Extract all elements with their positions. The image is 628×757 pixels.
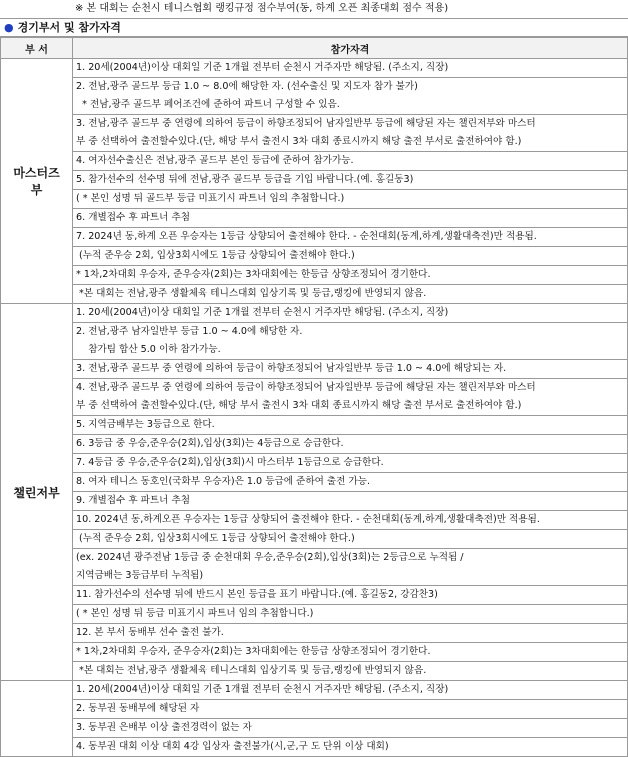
table-row <box>1 549 628 586</box>
qualification-item <box>73 416 628 435</box>
qualification-item <box>73 228 628 247</box>
qualification-line: 11. 참가선수의 선수명 뒤에 반드시 본인 등급을 표기 바랍니다.(예. 홍길동2, 강감찬3) <box>76 589 438 600</box>
qualification-item <box>73 360 628 379</box>
qualification-line: * 1차,2차대회 우승자, 준우승자(2회)는 3차대회에는 한등급 상향조정되어 경기한다. <box>76 269 431 280</box>
qualification-line: 4. 여자선수출신은 전남,광주 골드부 본인 등급에 준하여 참가가능. <box>76 155 354 166</box>
table-row <box>1 78 628 115</box>
qualification-line: (누적 준우승 2회, 입상3회시에도 1등급 상향되어 출전해야 한다.) <box>76 533 355 544</box>
qualification-line: 5. 지역금배부는 3등급으로 한다. <box>76 419 215 430</box>
table-row <box>1 643 628 662</box>
qualification-line: 8. 여자 테니스 동호인(국화부 우승자)은 1.0 등급에 준하여 출전 가능. <box>76 476 371 487</box>
table-row <box>1 152 628 171</box>
qualification-line: 2. 동부권 동배부에 해당된 자 <box>76 703 200 714</box>
table-row <box>1 285 628 304</box>
table-row <box>1 492 628 511</box>
qualification-line: 참가팀 합산 5.0 이하 참가가능. <box>76 344 221 355</box>
table-row <box>1 473 628 492</box>
qualification-line: *본 대회는 전남,광주 생활체육 테니스대회 입상기록 및 등급,랭킹에 반영되지 않음. <box>76 288 427 299</box>
qualification-item <box>73 304 628 323</box>
qualification-item <box>73 209 628 228</box>
division-name-line: 부 <box>30 183 43 197</box>
table-row <box>1 719 628 738</box>
qualification-item <box>73 681 628 700</box>
qualification-item <box>73 285 628 304</box>
qualification-line: 9. 개별접수 후 파트너 추첨 <box>76 495 191 506</box>
section-title <box>0 19 628 37</box>
division-name-line: 챌린저부 <box>13 485 60 500</box>
table-row <box>1 511 628 530</box>
qualification-item <box>73 454 628 473</box>
section-title-label: 경기부서 및 참가자격 <box>17 21 121 34</box>
table-row <box>1 59 628 78</box>
qualification-item <box>73 323 628 360</box>
qualification-line: 1. 20세(2004년)이상 대회일 기준 1개월 전부터 순천시 거주자만 해당됨. (주소지, 직장) <box>76 62 449 73</box>
qualification-item <box>73 700 628 719</box>
qualification-line: 5. 참가선수의 선수명 뒤에 전남,광주 골드부 등급을 기입 바랍니다.(예. 홍길동3) <box>76 174 414 185</box>
qualification-line: 6. 3등급 중 우승,준우승(2회),입상(3회)는 4등급으로 승급한다. <box>76 438 344 449</box>
qualification-item <box>73 643 628 662</box>
table-row <box>1 171 628 190</box>
header-division: 부 서 <box>1 38 73 59</box>
table-row <box>1 266 628 285</box>
header-qualification: 참가자격 <box>73 38 628 59</box>
qualification-item <box>73 152 628 171</box>
table-body <box>1 59 628 757</box>
qualification-item <box>73 738 628 757</box>
table-row <box>1 454 628 473</box>
table-row <box>1 700 628 719</box>
qualification-line: * 전남,광주 골드부 페어조건에 준하여 파트너 구성할 수 있음. <box>76 99 340 110</box>
table-row <box>1 416 628 435</box>
qualification-line: 2. 전남,광주 남자일반부 등급 1.0 ~ 4.0에 해당한 자. <box>76 326 303 337</box>
qualification-line: * 1차,2차대회 우승자, 준우승자(2회)는 3차대회에는 한등급 상향조정되어 경기한다. <box>76 646 431 657</box>
qualification-line: ( * 본인 성명 뒤 골드부 등급 미표기시 파트너 임의 추첨합니다.) <box>76 193 345 204</box>
table-row <box>1 435 628 454</box>
qualification-line: 4. 전남,광주 골드부 중 연령에 의하여 등급이 하향조정되어 남자일반부 등급에 해당된 자는 챌린저부와 마스터 <box>76 382 536 393</box>
qualification-line: 12. 본 부서 동배부 선수 출전 불가. <box>76 627 224 638</box>
table-row <box>1 662 628 681</box>
qualification-item <box>73 78 628 115</box>
table-row <box>1 209 628 228</box>
table-row <box>1 605 628 624</box>
qualification-item <box>73 719 628 738</box>
qualification-line: 10. 2024년 동,하계오픈 우승자는 1등급 상향되어 출전해야 한다. - 순천대회(동계,하계,생활대축전)만 적용됨. <box>76 514 540 525</box>
qualification-line: 부 중 선택하여 출전할수있다.(단, 해당 부서 출전시 3차 대회 종료시까지 해당 출전 부서로 출전하여야 함.) <box>76 400 522 411</box>
qualification-line: 2. 전남,광주 골드부 등급 1.0 ~ 8.0에 해당한 자. (선수출신 및 지도자 참가 불가) <box>76 81 418 92</box>
qualification-table <box>0 37 628 757</box>
qualification-line: *본 대회는 전남,광주 생활체육 테니스대회 입상기록 및 등급,랭킹에 반영되지 않음. <box>76 665 427 676</box>
table-row <box>1 115 628 152</box>
table-row <box>1 681 628 700</box>
table-row <box>1 190 628 209</box>
division-name <box>1 304 73 681</box>
qualification-item <box>73 266 628 285</box>
qualification-line: ( * 본인 성명 뒤 등급 미표기시 파트너 임의 추첨합니다.) <box>76 608 314 619</box>
division-name <box>1 59 73 304</box>
qualification-item <box>73 492 628 511</box>
table-row <box>1 586 628 605</box>
table-row <box>1 624 628 643</box>
qualification-item <box>73 190 628 209</box>
qualification-line: 부 중 선택하여 출전할수있다.(단, 해당 부서 출전시 3차 대회 종료시까지 해당 출전 부서로 출전하여야 함.) <box>76 136 522 147</box>
qualification-line: 3. 전남,광주 골드부 중 연령에 의하여 등급이 하향조정되어 남자일반부 등급 1.0 ~ 4.0에 해당되는 자. <box>76 363 507 374</box>
division-name-line: 마스터즈 <box>13 166 60 180</box>
table-header-row <box>1 38 628 59</box>
qualification-line: (ex. 2024년 광주전남 1등급 중 순천대회 우승,준우승(2회),입상(3회)는 2등급으로 누적됨 / <box>76 552 464 563</box>
qualification-line: 4. 동부권 대회 이상 대회 4강 입상자 출전불가(시,군,구 도 단위 이상 대회) <box>76 741 389 752</box>
table-row <box>1 304 628 323</box>
qualification-line: 1. 20세(2004년)이상 대회일 기준 1개월 전부터 순천시 거주자만 해당됨. (주소지, 직장) <box>76 307 449 318</box>
table-row <box>1 247 628 266</box>
qualification-item <box>73 549 628 586</box>
qualification-item <box>73 530 628 549</box>
qualification-line: 6. 개별접수 후 파트너 추첨 <box>76 212 191 223</box>
qualification-item <box>73 171 628 190</box>
table-row <box>1 323 628 360</box>
qualification-line: 3. 전남,광주 골드부 중 연령에 의하여 등급이 하향조정되어 남자일반부 등급에 해당된 자는 챌린저부와 마스터 <box>76 118 536 129</box>
qualification-item <box>73 247 628 266</box>
notice-text: ※ 본 대회는 순천시 테니스협회 랭킹규정 점수부여(동, 하계 오픈 최종대회 점수 적용) <box>0 0 628 19</box>
table-row <box>1 360 628 379</box>
qualification-item <box>73 435 628 454</box>
qualification-item <box>73 586 628 605</box>
qualification-item <box>73 624 628 643</box>
qualification-line: 지역금배는 3등급부터 누적됨) <box>76 570 204 581</box>
qualification-line: 7. 2024년 동,하계 오픈 우승자는 1등급 상향되어 출전해야 한다. - 순천대회(동계,하계,생활대축전)만 적용됨. <box>76 231 537 242</box>
division-name <box>1 681 73 757</box>
qualification-item <box>73 473 628 492</box>
qualification-item <box>73 379 628 416</box>
qualification-item <box>73 511 628 530</box>
qualification-line: (누적 준우승 2회, 입상3회시에도 1등급 상향되어 출전해야 한다.) <box>76 250 355 261</box>
qualification-item <box>73 662 628 681</box>
qualification-item <box>73 59 628 78</box>
qualification-item <box>73 115 628 152</box>
table-row <box>1 379 628 416</box>
qualification-line: 1. 20세(2004년)이상 대회일 기준 1개월 전부터 순천시 거주자만 해당됨. (주소지, 직장) <box>76 684 449 695</box>
table-row <box>1 530 628 549</box>
bullet-icon: ● <box>4 21 14 34</box>
qualification-line: 7. 4등급 중 우승,준우승(2회),입상(3회)시 마스터부 1등급으로 승급한다. <box>76 457 384 468</box>
table-row <box>1 228 628 247</box>
table-row <box>1 738 628 757</box>
qualification-item <box>73 605 628 624</box>
qualification-line: 3. 동부권 은배부 이상 출전경력이 없는 자 <box>76 722 252 733</box>
